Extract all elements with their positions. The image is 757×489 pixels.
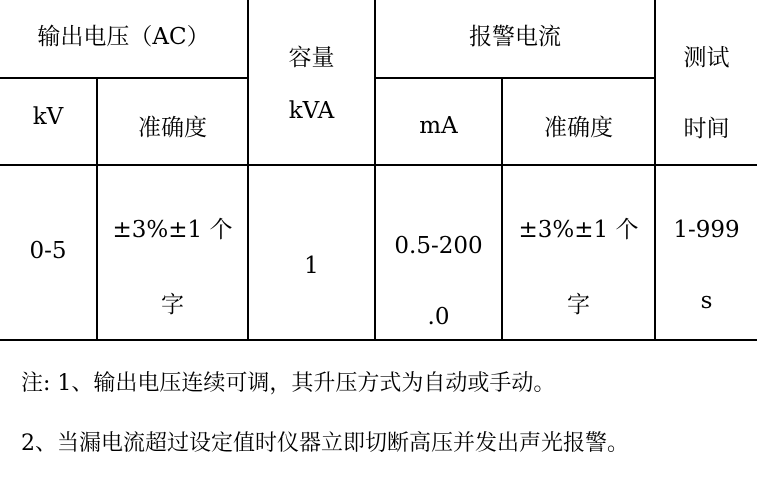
- table-header-row-2: [0, 78, 757, 165]
- notes: [21, 368, 629, 488]
- header-accuracy-2: 准确度: [544, 115, 613, 141]
- time-range-line2: s: [700, 287, 713, 314]
- current-range-line2: .0: [427, 303, 450, 330]
- header-output-voltage: [0, 0, 248, 78]
- header-alarm-current-label: 报警电流: [469, 24, 561, 50]
- header-kv: kV: [32, 103, 64, 130]
- header-accuracy-1-cell: [97, 78, 248, 165]
- header-accuracy-2-cell: [502, 78, 655, 165]
- time-range-cell: [655, 165, 757, 340]
- header-accuracy-1: 准确度: [138, 115, 207, 141]
- header-ma: mA: [419, 112, 458, 139]
- header-test-time-line2: 时间: [683, 115, 730, 142]
- note-2: 2、当漏电流超过设定值时仪器立即切断高压并发出声光报警。: [21, 431, 629, 456]
- voltage-accuracy-line1: ±3%±1 个: [112, 217, 233, 243]
- header-kv-cell: [0, 78, 97, 165]
- header-ma-cell: [375, 78, 502, 165]
- voltage-accuracy-line2: 字: [161, 291, 184, 318]
- capacity-value: 1: [304, 252, 319, 279]
- voltage-accuracy-cell: [97, 165, 248, 340]
- current-range-cell: [375, 165, 502, 340]
- header-capacity-cell: [248, 0, 375, 165]
- capacity-value-cell: [248, 165, 375, 340]
- header-test-time-line1: 测试: [683, 45, 730, 71]
- voltage-range-cell: [0, 165, 97, 340]
- header-kva: kVA: [288, 97, 335, 124]
- time-range-line1: 1-999: [673, 217, 740, 243]
- voltage-range: 0-5: [29, 237, 67, 264]
- header-output-voltage-label: 输出电压（AC）: [37, 24, 210, 50]
- note-1: 注: 1、输出电压连续可调，其升压方式为自动或手动。: [21, 371, 556, 396]
- current-accuracy-line2: 字: [567, 291, 590, 318]
- current-range-line1: 0.5-200: [394, 233, 483, 259]
- header-test-time-cell: [655, 0, 757, 165]
- current-accuracy-line1: ±3%±1 个: [518, 217, 639, 243]
- current-accuracy-cell: [502, 165, 655, 340]
- table-data-row: [0, 165, 757, 340]
- header-alarm-current: [375, 0, 655, 78]
- header-capacity: 容量: [288, 45, 335, 71]
- table-header-row-1: [0, 0, 757, 78]
